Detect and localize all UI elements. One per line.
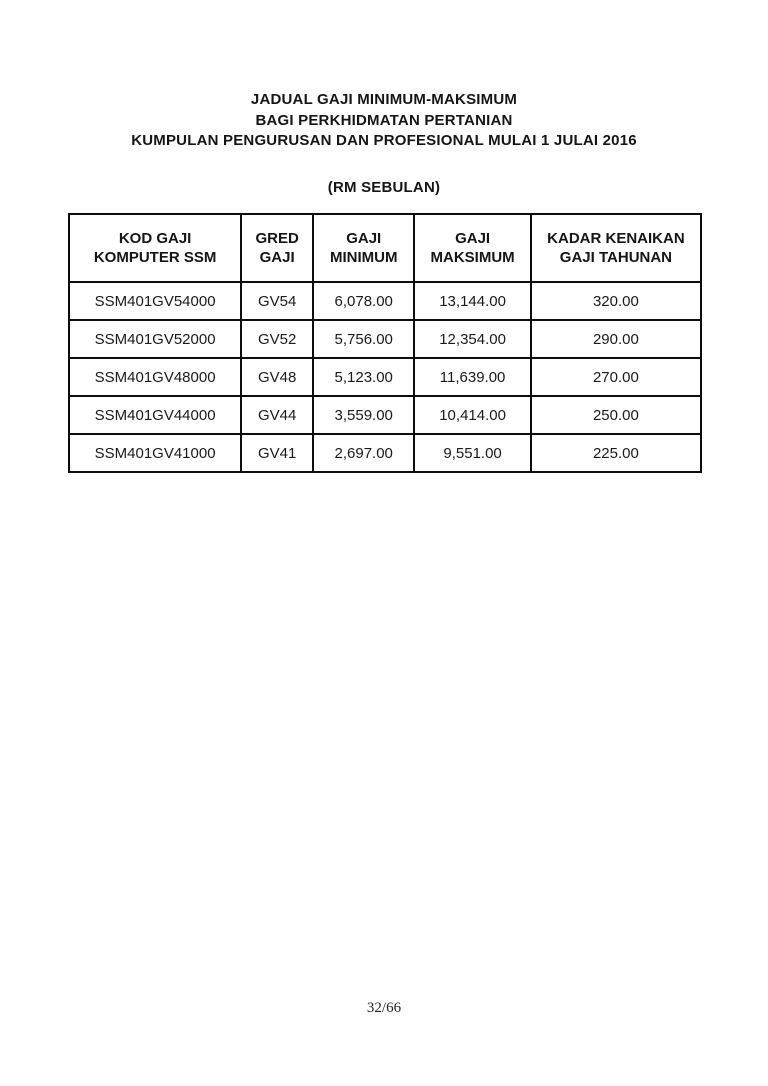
cell-kadar-kenaikan: 270.00: [531, 358, 701, 396]
cell-gred-gaji: GV48: [241, 358, 313, 396]
column-header-gred-gaji: GRED GAJI: [241, 214, 313, 282]
document-subtitle: (RM SEBULAN): [327, 179, 441, 196]
cell-gred-gaji: GV41: [241, 434, 313, 472]
cell-kod-gaji: SSM401GV54000: [69, 282, 241, 320]
cell-gaji-minimum: 3,559.00: [313, 396, 414, 434]
title-line-2: BAGI PERKHIDMATAN PERTANIAN: [255, 111, 513, 129]
cell-kadar-kenaikan: 290.00: [531, 320, 701, 358]
cell-gaji-minimum: 2,697.00: [313, 434, 414, 472]
page-number: 32/66: [366, 1000, 402, 1016]
table-row: [69, 434, 701, 472]
cell-gaji-minimum: 5,756.00: [313, 320, 414, 358]
cell-gred-gaji: GV54: [241, 282, 313, 320]
cell-gaji-minimum: 5,123.00: [313, 358, 414, 396]
cell-gaji-maksimum: 12,354.00: [414, 320, 530, 358]
column-header-gaji-maksimum: GAJI MAKSIMUM: [414, 214, 530, 282]
cell-kod-gaji: SSM401GV52000: [69, 320, 241, 358]
cell-gaji-maksimum: 10,414.00: [414, 396, 530, 434]
title-line-3: KUMPULAN PENGURUSAN DAN PROFESIONAL MULAI 1 JULAI 2016: [131, 132, 637, 149]
cell-gred-gaji: GV52: [241, 320, 313, 358]
table-row: [69, 320, 701, 358]
table-row: [69, 358, 701, 396]
column-header-kadar-kenaikan: KADAR KENAIKAN GAJI TAHUNAN: [531, 214, 701, 282]
cell-kod-gaji: SSM401GV48000: [69, 358, 241, 396]
cell-gaji-maksimum: 11,639.00: [414, 358, 530, 396]
cell-gaji-maksimum: 9,551.00: [414, 434, 530, 472]
salary-table: [68, 213, 702, 473]
cell-gaji-minimum: 6,078.00: [313, 282, 414, 320]
table-row: [69, 396, 701, 434]
document-title: [0, 90, 768, 152]
cell-kadar-kenaikan: 250.00: [531, 396, 701, 434]
title-line-1: JADUAL GAJI MINIMUM-MAKSIMUM: [250, 91, 518, 108]
column-header-gaji-minimum: GAJI MINIMUM: [313, 214, 414, 282]
cell-gred-gaji: GV44: [241, 396, 313, 434]
cell-kod-gaji: SSM401GV44000: [69, 396, 241, 434]
cell-kadar-kenaikan: 225.00: [531, 434, 701, 472]
cell-gaji-maksimum: 13,144.00: [414, 282, 530, 320]
cell-kadar-kenaikan: 320.00: [531, 282, 701, 320]
column-header-kod-gaji: KOD GAJI KOMPUTER SSM: [69, 214, 241, 282]
table-row: [69, 282, 701, 320]
table-header-row: [69, 214, 701, 282]
cell-kod-gaji: SSM401GV41000: [69, 434, 241, 472]
